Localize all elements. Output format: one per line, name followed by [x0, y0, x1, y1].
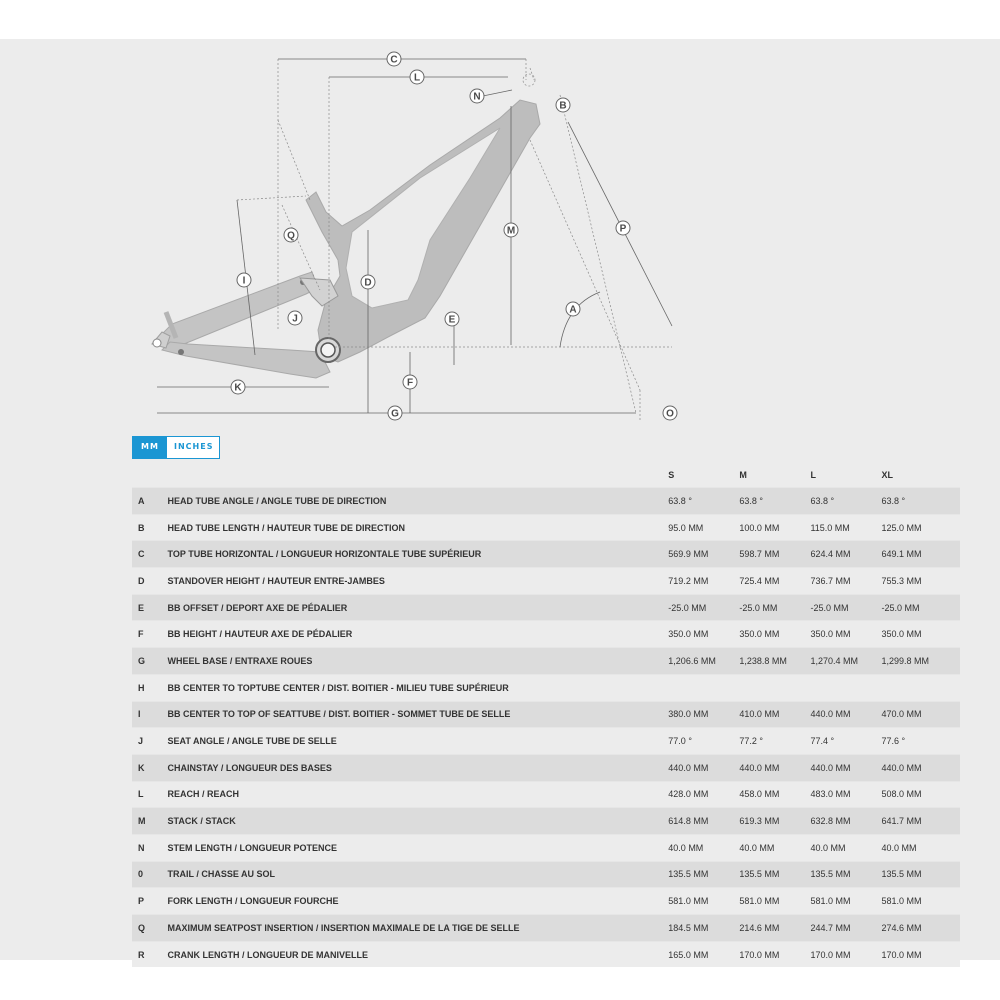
table-row [132, 541, 960, 568]
row-measurement-name: CHAINSTAY / LONGUEUR DES BASES [168, 754, 669, 781]
dim-label-b [556, 98, 570, 112]
svg-text:M: M [506, 225, 516, 237]
row-value-m: 619.3 MM [739, 808, 810, 835]
dim-label-a [566, 302, 580, 316]
row-value-s: 581.0 MM [668, 888, 739, 915]
row-value-s: -25.0 MM [668, 594, 739, 621]
row-measurement-name: REACH / REACH [168, 781, 669, 808]
svg-text:J: J [292, 313, 298, 325]
row-value-m: 100.0 MM [739, 514, 810, 541]
dim-label-j [288, 311, 302, 325]
row-value-xl: 170.0 MM [882, 941, 960, 967]
svg-text:G: G [391, 408, 399, 420]
row-value-xl: -25.0 MM [882, 594, 960, 621]
unit-toggle[interactable] [132, 436, 220, 459]
row-value-l: 440.0 MM [810, 754, 881, 781]
frame-silhouette [152, 100, 540, 378]
row-value-xl: 135.5 MM [882, 861, 960, 888]
row-measurement-name: STACK / STACK [168, 808, 669, 835]
table-header-row [132, 463, 960, 488]
dim-label-p [616, 221, 630, 235]
row-measurement-name: STANDOVER HEIGHT / HAUTEUR ENTRE-JAMBES [168, 568, 669, 595]
row-value-l: 244.7 MM [810, 915, 881, 942]
row-value-m: 350.0 MM [739, 621, 810, 648]
svg-text:K: K [234, 382, 242, 394]
dim-label-q [284, 228, 298, 242]
row-value-l: 170.0 MM [810, 941, 881, 967]
svg-text:B: B [559, 100, 567, 112]
row-letter: A [132, 488, 168, 515]
row-value-s: 165.0 MM [668, 941, 739, 967]
header-size-xl: XL [881, 470, 894, 480]
row-value-m: 410.0 MM [739, 701, 810, 728]
row-value-l: 63.8 ° [810, 488, 881, 515]
row-value-s [668, 674, 739, 701]
svg-text:A: A [569, 304, 577, 316]
row-measurement-name: WHEEL BASE / ENTRAXE ROUES [168, 648, 669, 675]
table-row [132, 674, 960, 701]
stem-clamp-mark [523, 74, 535, 86]
table-row [132, 701, 960, 728]
row-measurement-name: BB CENTER TO TOP OF SEATTUBE / DIST. BOITIER - SOMMET TUBE DE SELLE [168, 701, 669, 728]
row-value-s: 184.5 MM [668, 915, 739, 942]
row-value-m: 214.6 MM [739, 915, 810, 942]
row-value-m: 1,238.8 MM [739, 648, 810, 675]
row-value-s: 40.0 MM [668, 834, 739, 861]
table-row [132, 861, 960, 888]
svg-text:F: F [406, 377, 414, 389]
row-value-s: 63.8 ° [668, 488, 739, 515]
row-letter: L [132, 781, 168, 808]
row-value-l: 581.0 MM [810, 888, 881, 915]
row-value-m: 135.5 MM [739, 861, 810, 888]
dim-label-i [237, 273, 251, 287]
row-letter: P [132, 888, 168, 915]
row-value-s: 380.0 MM [668, 701, 739, 728]
svg-text:L: L [413, 72, 421, 84]
row-value-l: 632.8 MM [810, 808, 881, 835]
row-value-m [739, 674, 810, 701]
row-value-xl: 63.8 ° [882, 488, 960, 515]
head-angle-arc [560, 292, 600, 347]
row-value-l: 40.0 MM [810, 834, 881, 861]
row-value-xl: 40.0 MM [882, 834, 960, 861]
row-value-xl [882, 674, 960, 701]
unit-inches-button[interactable]: INCHES [167, 437, 219, 458]
table-row [132, 834, 960, 861]
row-value-s: 428.0 MM [668, 781, 739, 808]
row-value-l: 1,270.4 MM [810, 648, 881, 675]
row-value-s: 440.0 MM [668, 754, 739, 781]
row-value-s: 569.9 MM [668, 541, 739, 568]
row-value-l: 350.0 MM [810, 621, 881, 648]
row-value-xl: 581.0 MM [882, 888, 960, 915]
dim-label-g [388, 406, 402, 420]
row-letter: J [132, 728, 168, 755]
row-value-s: 1,206.6 MM [668, 648, 739, 675]
row-measurement-name: TRAIL / CHASSE AU SOL [168, 861, 669, 888]
row-value-m: 170.0 MM [739, 941, 810, 967]
dim-label-k [231, 380, 245, 394]
row-value-m: 440.0 MM [739, 754, 810, 781]
svg-text:Q: Q [287, 230, 295, 242]
header-size-s: S [668, 470, 675, 480]
row-value-l: 483.0 MM [810, 781, 881, 808]
table-row [132, 621, 960, 648]
row-measurement-name: BB CENTER TO TOPTUBE CENTER / DIST. BOITIER - MILIEU TUBE SUPÉRIEUR [168, 674, 669, 701]
row-value-l: -25.0 MM [810, 594, 881, 621]
svg-text:E: E [448, 314, 456, 326]
row-value-s: 135.5 MM [668, 861, 739, 888]
row-value-m: 598.7 MM [739, 541, 810, 568]
row-value-l: 77.4 ° [810, 728, 881, 755]
table-row [132, 888, 960, 915]
row-letter: E [132, 594, 168, 621]
row-letter: C [132, 541, 168, 568]
row-value-l [810, 674, 881, 701]
row-value-xl: 641.7 MM [882, 808, 960, 835]
row-letter: N [132, 834, 168, 861]
row-letter: M [132, 808, 168, 835]
row-measurement-name: FORK LENGTH / LONGUEUR FOURCHE [168, 888, 669, 915]
row-measurement-name: BB HEIGHT / HAUTEUR AXE DE PÉDALIER [168, 621, 669, 648]
table-row [132, 568, 960, 595]
dim-label-d [361, 275, 375, 289]
row-letter: R [132, 941, 168, 967]
svg-text:C: C [390, 54, 398, 66]
header-size-l: L [810, 470, 816, 480]
row-value-xl: 755.3 MM [882, 568, 960, 595]
row-value-xl: 440.0 MM [882, 754, 960, 781]
row-letter: G [132, 648, 168, 675]
row-measurement-name: HEAD TUBE LENGTH / HAUTEUR TUBE DE DIRECTION [168, 514, 669, 541]
row-value-xl: 77.6 ° [882, 728, 960, 755]
row-value-m: 581.0 MM [739, 888, 810, 915]
row-value-xl: 350.0 MM [882, 621, 960, 648]
dim-label-c [387, 52, 401, 66]
row-value-s: 77.0 ° [668, 728, 739, 755]
geometry-table-body [132, 488, 960, 968]
header-name [168, 463, 669, 488]
dim-label-o [663, 406, 677, 420]
table-row [132, 915, 960, 942]
row-value-xl: 1,299.8 MM [882, 648, 960, 675]
row-letter: I [132, 701, 168, 728]
svg-text:D: D [364, 277, 372, 289]
dim-label-e [445, 312, 459, 326]
row-value-l: 440.0 MM [810, 701, 881, 728]
row-measurement-name: CRANK LENGTH / LONGUEUR DE MANIVELLE [168, 941, 669, 967]
row-measurement-name: BB OFFSET / DEPORT AXE DE PÉDALIER [168, 594, 669, 621]
svg-text:O: O [666, 408, 674, 420]
row-value-s: 614.8 MM [668, 808, 739, 835]
row-letter: K [132, 754, 168, 781]
svg-text:N: N [473, 91, 481, 103]
row-value-l: 135.5 MM [810, 861, 881, 888]
table-row [132, 754, 960, 781]
row-measurement-name: STEM LENGTH / LONGUEUR POTENCE [168, 834, 669, 861]
geometry-table [132, 463, 960, 967]
table-row [132, 514, 960, 541]
dim-label-l [410, 70, 424, 84]
header-letter [132, 463, 168, 488]
row-value-xl: 470.0 MM [882, 701, 960, 728]
dim-label-m [504, 223, 518, 237]
row-measurement-name: HEAD TUBE ANGLE / ANGLE TUBE DE DIRECTION [168, 488, 669, 515]
row-value-xl: 649.1 MM [882, 541, 960, 568]
table-row [132, 808, 960, 835]
row-value-xl: 125.0 MM [882, 514, 960, 541]
unit-mm-button[interactable]: MM [133, 437, 167, 458]
frame-geometry-diagram [0, 0, 1000, 440]
row-measurement-name: TOP TUBE HORIZONTAL / LONGUEUR HORIZONTALE TUBE SUPÉRIEUR [168, 541, 669, 568]
row-value-m: 40.0 MM [739, 834, 810, 861]
svg-text:P: P [619, 223, 627, 235]
table-row [132, 488, 960, 515]
row-value-s: 719.2 MM [668, 568, 739, 595]
row-value-m: -25.0 MM [739, 594, 810, 621]
table-row [132, 594, 960, 621]
row-letter: D [132, 568, 168, 595]
row-letter: H [132, 674, 168, 701]
row-value-l: 736.7 MM [810, 568, 881, 595]
table-row [132, 781, 960, 808]
row-value-xl: 274.6 MM [882, 915, 960, 942]
row-value-s: 95.0 MM [668, 514, 739, 541]
row-value-s: 350.0 MM [668, 621, 739, 648]
table-row [132, 941, 960, 967]
row-value-xl: 508.0 MM [882, 781, 960, 808]
row-letter: F [132, 621, 168, 648]
dim-label-f [403, 375, 417, 389]
table-row [132, 728, 960, 755]
row-value-m: 458.0 MM [739, 781, 810, 808]
row-value-l: 115.0 MM [810, 514, 881, 541]
row-measurement-name: SEAT ANGLE / ANGLE TUBE DE SELLE [168, 728, 669, 755]
row-value-m: 725.4 MM [739, 568, 810, 595]
row-value-l: 624.4 MM [810, 541, 881, 568]
row-letter: 0 [132, 861, 168, 888]
table-row [132, 648, 960, 675]
dim-label-n [470, 89, 484, 103]
svg-text:I: I [242, 275, 246, 287]
row-value-m: 77.2 ° [739, 728, 810, 755]
header-size-m: M [739, 470, 747, 480]
row-letter: Q [132, 915, 168, 942]
row-measurement-name: MAXIMUM SEATPOST INSERTION / INSERTION MAXIMALE DE LA TIGE DE SELLE [168, 915, 669, 942]
row-value-m: 63.8 ° [739, 488, 810, 515]
row-letter: B [132, 514, 168, 541]
